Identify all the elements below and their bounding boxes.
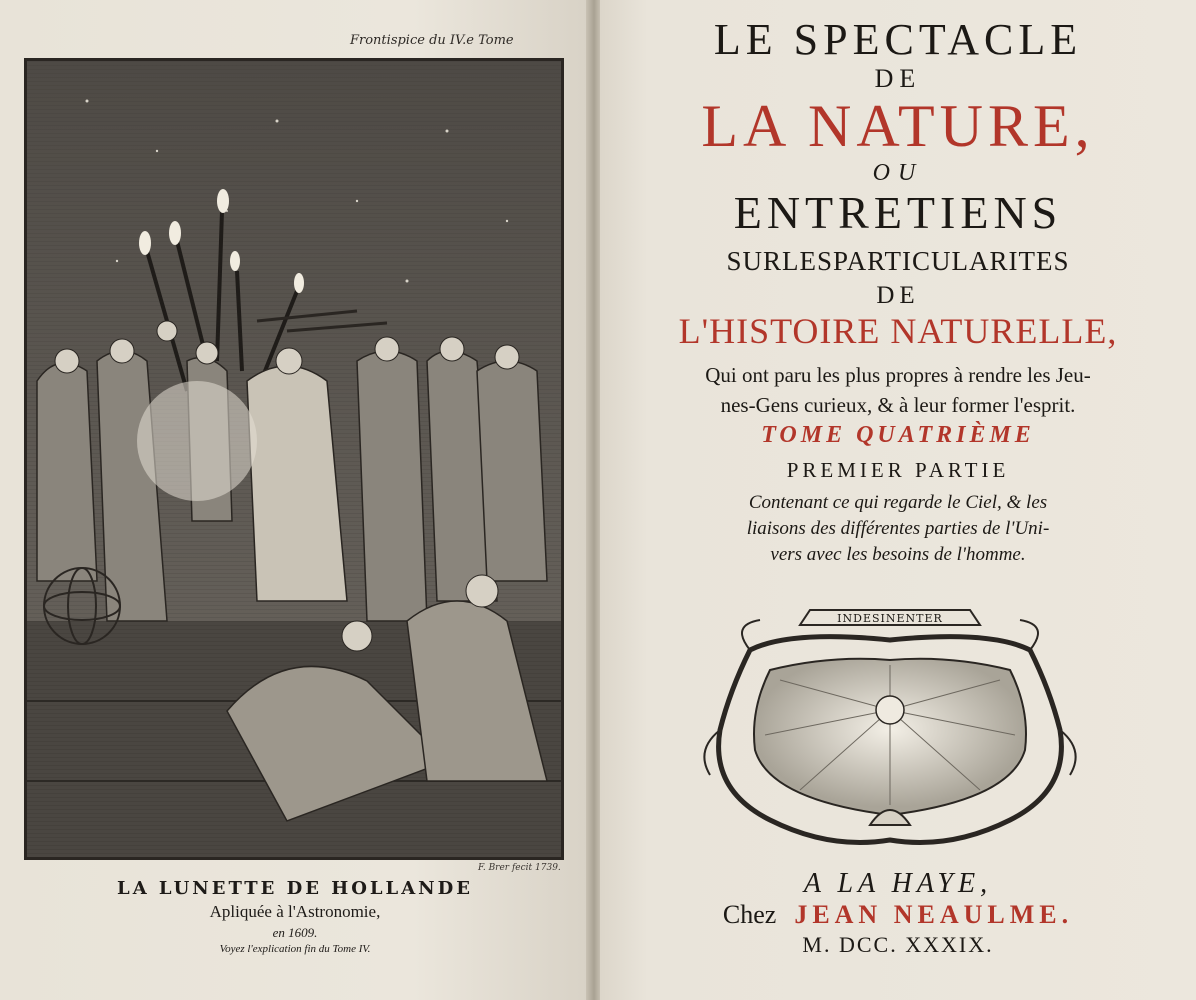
title-line-5: ENTRETIENS (733, 187, 1063, 238)
imprint-chez: Chez (722, 900, 777, 929)
imprint-publisher-line (600, 900, 1196, 930)
title-line-2: DE (874, 64, 922, 93)
contents-line-3: vers avec les besoins de l'homme. (770, 544, 1026, 565)
title-line-8: L'HISTOIRE NATURELLE, (678, 311, 1118, 351)
volume-line: TOME QUATRIÈME (761, 422, 1035, 448)
plate-title: LA LUNETTE DE HOLLANDE (117, 878, 473, 899)
frontispiece-label: Frontispice du IV.e Tome (350, 33, 514, 48)
title-line-10: nes-Gens curieux, & à leur former l'esprit. (720, 393, 1076, 417)
title-line-7: DE (876, 282, 920, 309)
imprint-publisher: JEAN NEAULME. (794, 900, 1074, 929)
imprint-year: M. DCC. XXXIX. (802, 932, 994, 957)
engraver-credit: F. Brer fecit 1739. (478, 863, 561, 873)
contents-line-2: liaisons des différentes parties de l'Uni- (746, 518, 1050, 539)
frontispiece-engraving (24, 58, 564, 860)
vignette-motto: INDESINENTER (837, 612, 943, 625)
engraving-illustration (27, 61, 561, 857)
title-line-1: LE SPECTACLE (713, 15, 1083, 64)
plate-note: Voyez l'explication fin du Tome IV. (219, 943, 371, 955)
title-line-3: LA NATURE, (701, 93, 1095, 159)
title-line-9: Qui ont paru les plus propres à rendre les Jeu- (705, 363, 1091, 387)
plate-subtitle: Apliquée à l'Astronomie, (209, 902, 381, 921)
imprint-place: A LA HAYE, (803, 868, 993, 899)
printer-vignette (690, 590, 1090, 870)
part-line: PREMIER PARTIE (786, 458, 1010, 482)
plate-date: en 1609. (272, 925, 318, 940)
title-line-4: OU (872, 160, 924, 186)
contents-line-1: Contenant ce qui regarde le Ciel, & les (748, 492, 1048, 513)
title-line-6: SURLESPARTICULARITES (726, 246, 1070, 276)
